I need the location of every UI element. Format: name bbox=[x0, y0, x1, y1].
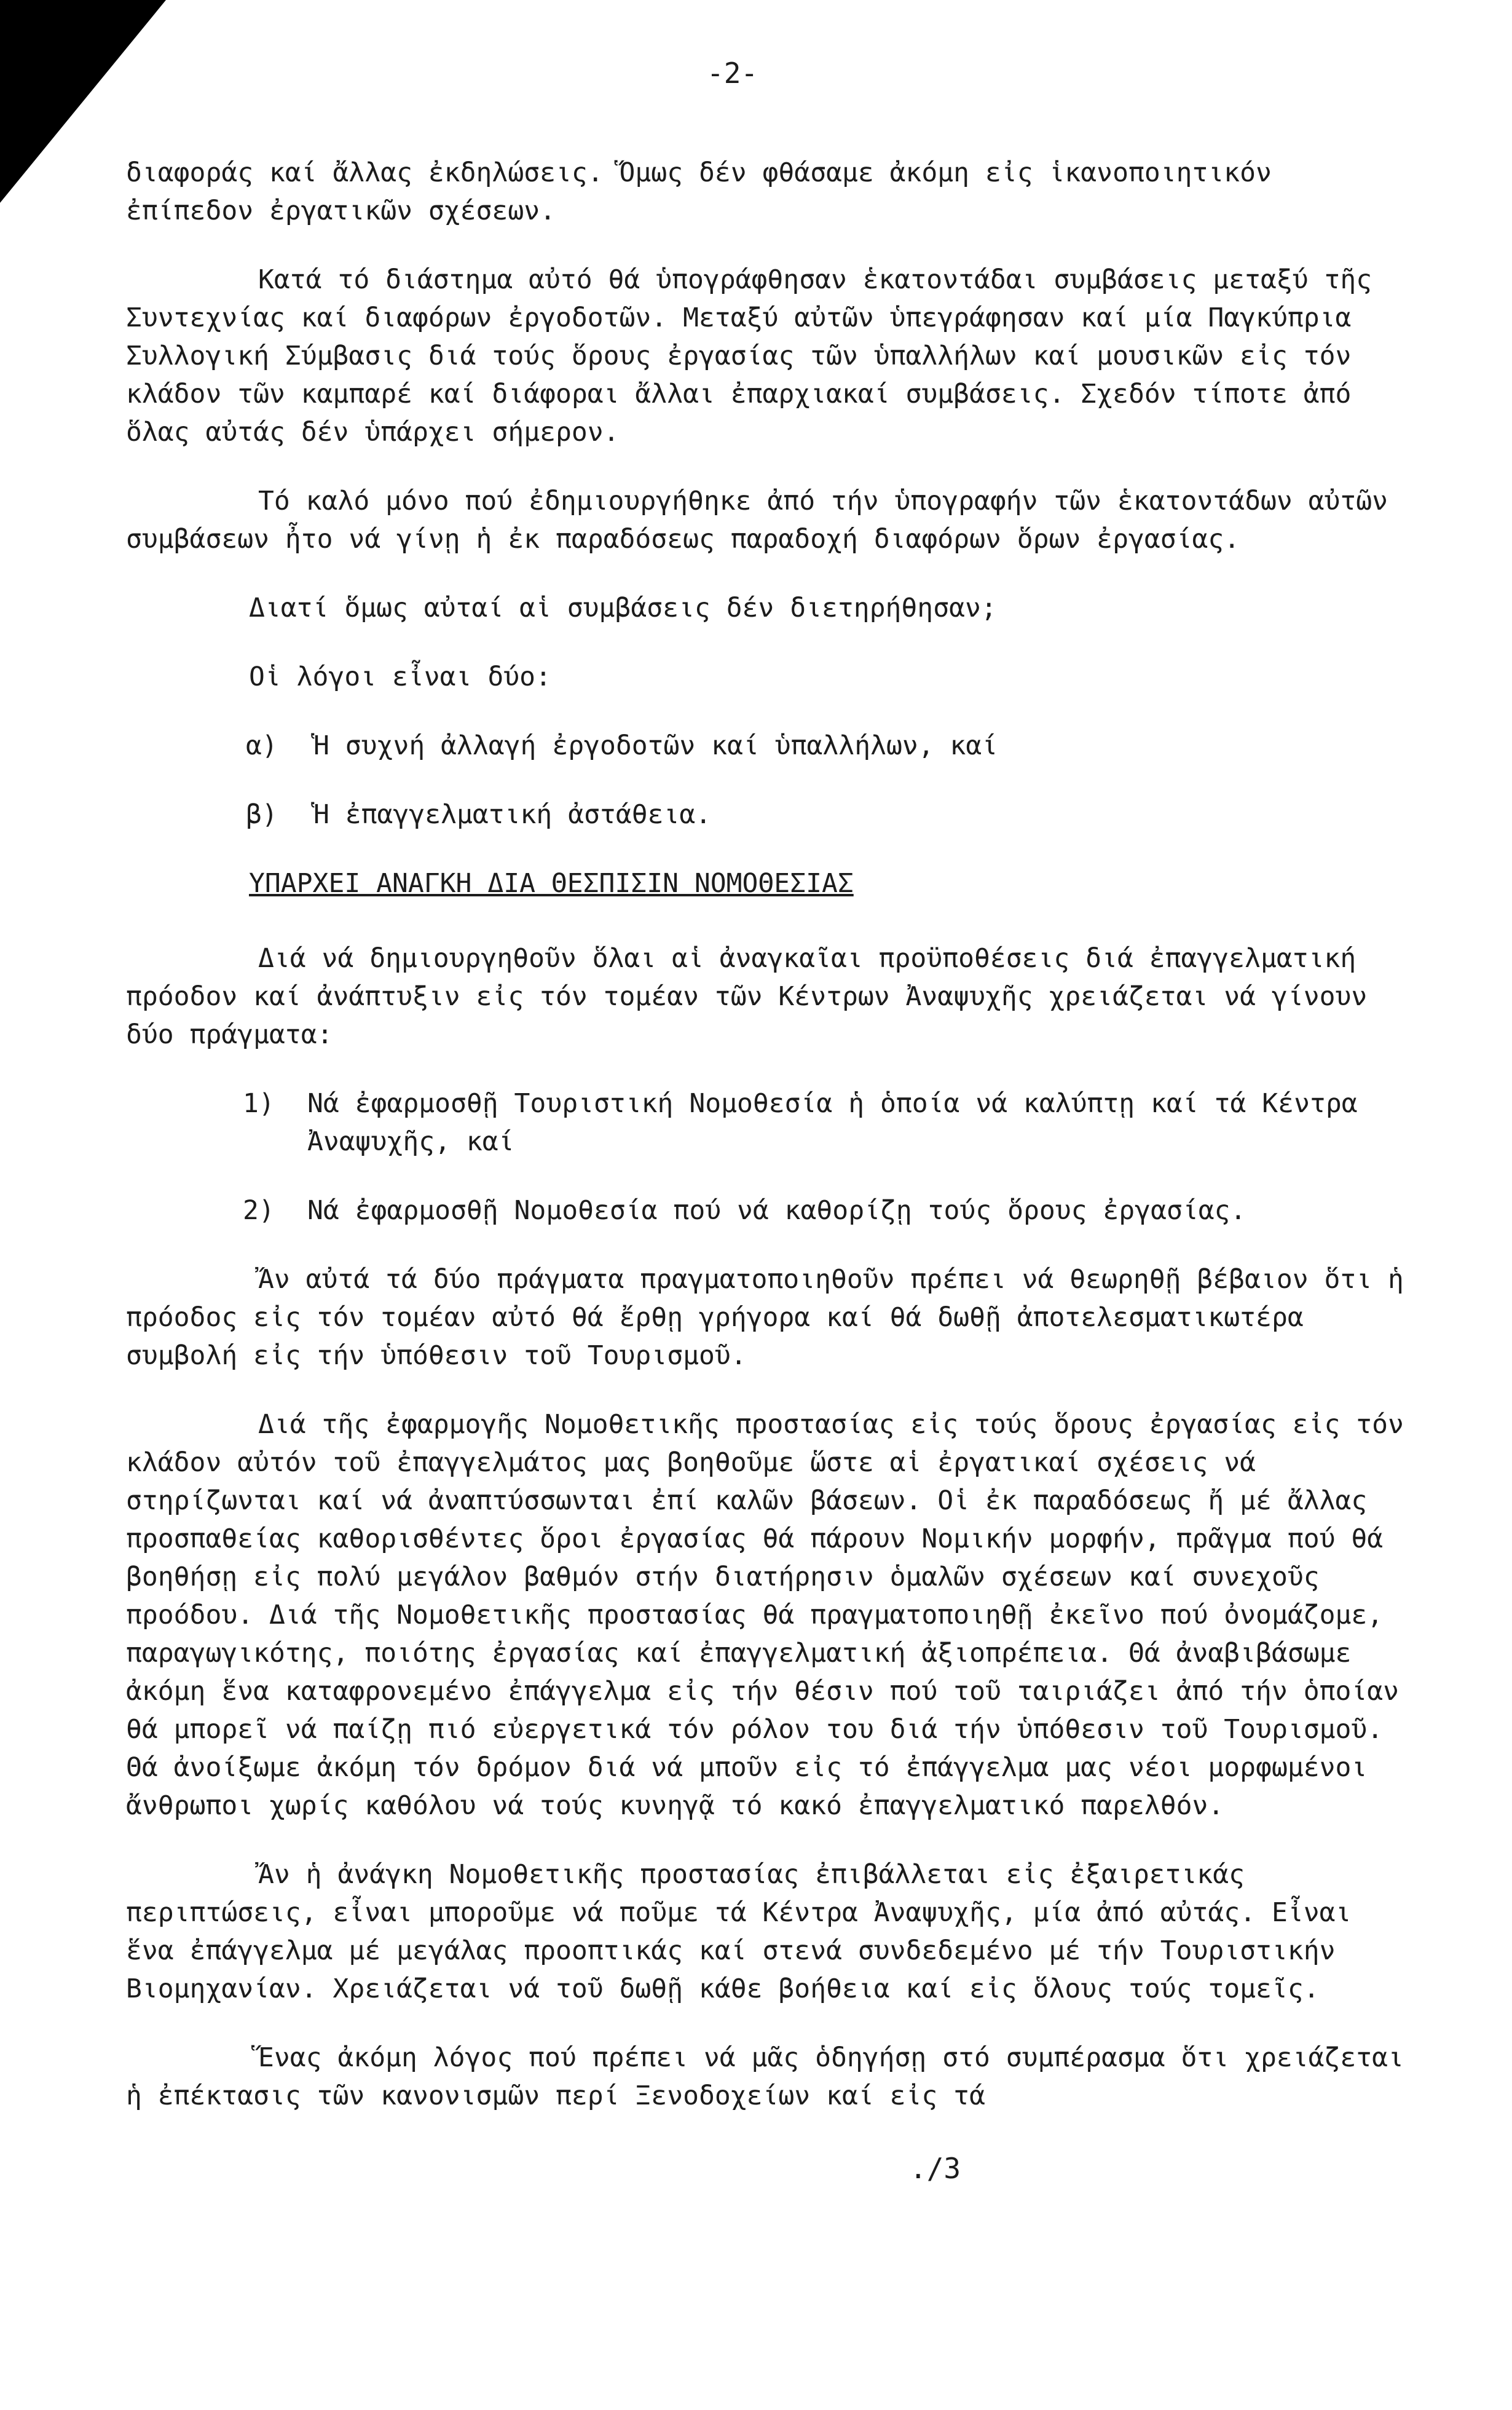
numbered-text: Νά ἐφαρμοσθῇ Τουριστική Νομοθεσία ἡ ὁποία νά καλύπτῃ καί τά Κέντρα Ἀναψυχῆς, καί bbox=[307, 1088, 1358, 1157]
paragraph-7: Ἄν ἡ ἀνάγκη Νομοθετικῆς προστασίας ἐπιβάλλεται εἰς ἐξαιρετικάς περιπτώσεις, εἶναι μποροῦμε νά ποῦμε τά Κέντρα Ἀναψυχῆς, μία ἀπό αὐτάς. Εἶναι ἕνα ἐπάγγελμα μέ μεγάλας προοπτικάς καί στενά συνδεδεμένο μέ τήν Τουριστικήν Βιομηχανίαν. Χρειάζεται νά τοῦ δωθῇ κάθε βοήθεια καί εἰς ὅλους τούς τομεῖς. bbox=[126, 1859, 1352, 2004]
reason-item bbox=[126, 727, 1404, 765]
reasons-intro: Οἱ λόγοι εἶναι δύο: bbox=[249, 662, 551, 692]
paragraph-2: Κατά τό διάστημα αὐτό θά ὑπογράφθησαν ἑκατοντάδαι συμβάσεις μεταξύ τῆς Συντεχνίας καί διαφόρων ἐργοδοτῶν. Μεταξύ αὐτῶν ὑπεγράφησαν καί μία Παγκύπρια Συλλογική Σύμβασις διά τούς ὅρους ἐργασίας τῶν ὑπαλλήλων καί μουσικῶν εἰς τόν κλάδον τῶν καμπαρέ καί διάφοραι ἄλλαι ἐπαρχιακαί συμβάσεις. Σχεδόν τίποτε ἀπό ὅλας αὐτάς δέν ὑπάρχει σήμερον. bbox=[126, 264, 1372, 448]
paragraph-5: Ἄν αὐτά τά δύο πράγματα πραγματοποιηθοῦν πρέπει νά θεωρηθῇ βέβαιον ὅτι ἡ πρόοδος εἰς τόν τομέαν αὐτό θά ἔρθῃ γρήγορα καί θά δωθῇ ἀποτελεσματικωτέρα συμβολή εἰς τήν ὑπόθεσιν τοῦ Τουρισμοῦ. bbox=[126, 1264, 1404, 1371]
paragraph-8: Ἕνας ἀκόμη λόγος πού πρέπει νά μᾶς ὁδηγήσῃ στό συμπέρασμα ὅτι χρειάζεται ἡ ἐπέκτασις τῶν κανονισμῶν περί Ξενοδοχείων καί εἰς τά bbox=[126, 2042, 1404, 2111]
paragraph-4: Διά νά δημιουργηθοῦν ὅλαι αἱ ἀναγκαῖαι προϋποθέσεις διά ἐπαγγελματική πρόοδον καί ἀνάπτυξιν εἰς τόν τομέαν τῶν Κέντρων Ἀναψυχῆς χρειάζεται νά γίνουν δύο πράγματα: bbox=[126, 943, 1368, 1050]
numbered-item bbox=[126, 1191, 1404, 1230]
paragraph-3: Τό καλό μόνο πού ἐδημιουργήθηκε ἀπό τήν ὑπογραφήν τῶν ἑκατοντάδων αὐτῶν συμβάσεων ἦτο νά γίνῃ ἡ ἐκ παραδόσεως παραδοχή διαφόρων ὅρων ἐργασίας. bbox=[126, 486, 1388, 555]
continuation-marker: ./3 bbox=[910, 2152, 961, 2185]
reason-label: β) bbox=[246, 799, 278, 830]
numbered-label: 2) bbox=[243, 1195, 275, 1226]
reason-text: Ἡ ἐπαγγελματική ἀστάθεια. bbox=[313, 799, 712, 830]
numbered-item bbox=[126, 1084, 1404, 1161]
numbered-text: Νά ἐφαρμοσθῇ Νομοθεσία πού νά καθορίζῃ τούς ὅρους ἐργασίας. bbox=[307, 1195, 1246, 1226]
reason-text: Ἡ συχνή ἀλλαγή ἐργοδοτῶν καί ὑπαλλήλων, καί bbox=[313, 730, 998, 761]
reason-item bbox=[126, 796, 1404, 834]
paragraph-6: Διά τῆς ἐφαρμογῆς Νομοθετικῆς προστασίας εἰς τούς ὅρους ἐργασίας εἰς τόν κλάδον αὐτόν τοῦ ἐπαγγελμάτος μας βοηθοῦμε ὥστε αἱ ἐργατικαί σχέσεις νά στηρίζωνται καί νά ἀναπτύσσωνται ἐπί καλῶν βάσεων. Οἱ ἐκ παραδόσεως ἤ μέ ἄλλας προσπαθείας καθορισθέντες ὅροι ἐργασίας θά πάρουν Νομικήν μορφήν, πρᾶγμα πού θά βοηθήσῃ εἰς πολύ μεγάλον βαθμόν στήν διατήρησιν ὁμαλῶν σχέσεων καί συνεχοῦς προόδου. Διά τῆς Νομοθετικῆς προστασίας θά πραγματοποιηθῇ ἐκεῖνο πού ὀνομάζομε, παραγωγικότης, ποιότης ἐργασίας καί ἐπαγγελματική ἀξιοπρέπεια. Θά ἀναβιβάσωμε ἀκόμη ἕνα καταφρονεμένο ἐπάγγελμα εἰς τήν θέσιν πού τοῦ ταιριάζει ἀπό τήν ὁποίαν θά μπορεῖ νά παίζῃ πιό εὐεργετικά τόν ρόλον του διά τήν ὑπόθεσιν τοῦ Τουρισμοῦ. Θά ἀνοίξωμε ἀκόμη τόν δρόμον διά νά μποῦν εἰς τό ἐπάγγελμα μας νέοι μορφωμένοι ἄνθρωποι χωρίς καθόλου νά τούς κυνηγᾷ τό κακό ἐπαγγελματικό παρελθόν. bbox=[126, 1409, 1404, 1821]
section-heading: ΥΠΑΡΧΕΙ ΑΝΑΓΚΗ ΔΙΑ ΘΕΣΠΙΣΙΝ ΝΟΜΟΘΕΣΙΑΣ bbox=[249, 868, 854, 899]
paragraph-1: διαφοράς καί ἄλλας ἐκδηλώσεις. Ὅμως δέν φθάσαμε ἀκόμη εἰς ἱκανοποιητικόν ἐπίπεδον ἐργατικῶν σχέσεων. bbox=[126, 157, 1272, 226]
page-number: -2- bbox=[707, 57, 758, 90]
document-body bbox=[126, 154, 1404, 2146]
question-line: Διατί ὅμως αὐταί αἱ συμβάσεις δέν διετηρήθησαν; bbox=[249, 593, 997, 623]
reason-label: α) bbox=[246, 730, 278, 761]
numbered-label: 1) bbox=[243, 1088, 275, 1119]
